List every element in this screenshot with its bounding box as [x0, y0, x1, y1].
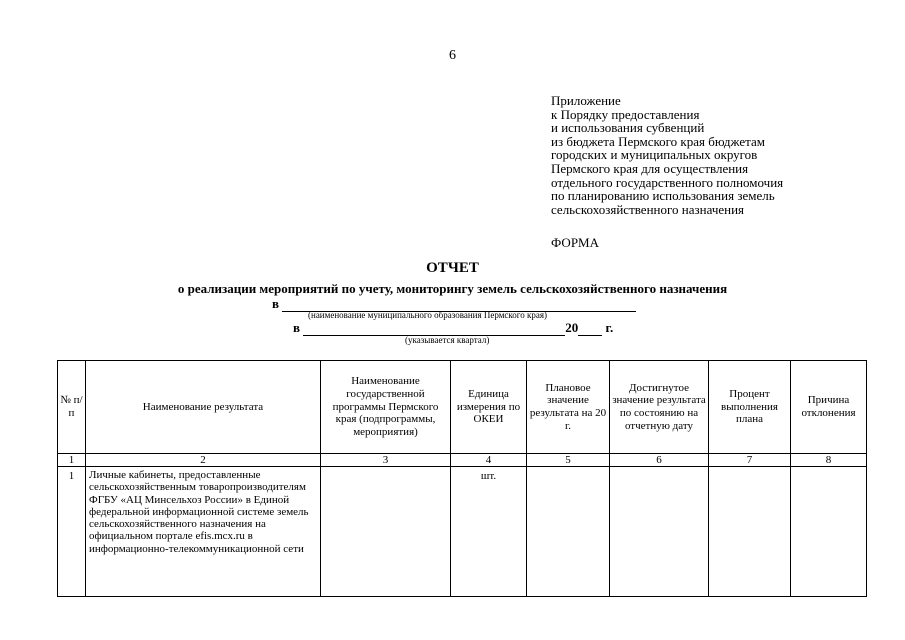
- row-achieved[interactable]: [610, 467, 709, 597]
- row-program[interactable]: [321, 467, 451, 597]
- period-line: [293, 320, 613, 336]
- appendix-line: Приложение: [551, 93, 621, 108]
- column-number: 3: [321, 454, 451, 467]
- header-cell-planned: Плановое значение результата на 20 г.: [527, 361, 610, 454]
- report-table: [57, 360, 867, 597]
- column-number: 6: [610, 454, 709, 467]
- column-number: 8: [791, 454, 867, 467]
- header-cell-reason: Причина отклонения: [791, 361, 867, 454]
- header-cell-achieved: Достигнутое значение результата по состоянию на отчетную дату: [610, 361, 709, 454]
- row-result: Личные кабинеты, предоставленные сельскохозяйственным товаропроизводителям ФГБУ «АЦ Минсельхоз России» в Единой федеральной информационной системе земель сельскохозяйственного назначения на официальном портале efis.mcx.ru в информационно-телекоммуникационной сети: [86, 467, 321, 597]
- year-blank[interactable]: [578, 324, 602, 336]
- appendix-line: сельскохозяйственного назначения: [551, 201, 745, 217]
- column-number: 4: [451, 454, 527, 467]
- header-cell-number: № п/п: [58, 361, 86, 454]
- column-number: 7: [709, 454, 791, 467]
- appendix-line: и использования субвенций: [551, 120, 705, 136]
- header-row: [58, 361, 867, 454]
- year-suffix: г.: [605, 320, 614, 335]
- report-title: ОТЧЕТ: [426, 260, 479, 276]
- column-number: 1: [58, 454, 86, 467]
- header-cell-unit: Единица измерения по ОКЕИ: [451, 361, 527, 454]
- appendix-line: отдельного государственного полномочия: [551, 174, 784, 190]
- table-row: [58, 467, 867, 597]
- column-number: 2: [86, 454, 321, 467]
- header-cell-percent: Процент выполнения плана: [709, 361, 791, 454]
- row-reason[interactable]: [791, 467, 867, 597]
- report-subtitle: о реализации мероприятий по учету, мониторингу земель сельскохозяйственного назначения: [177, 281, 728, 296]
- appendix-line: по планированию использования земель: [551, 188, 775, 204]
- appendix-line: из бюджета Пермского края бюджетам: [551, 133, 765, 149]
- column-numbers-row: [58, 454, 867, 467]
- row-percent[interactable]: [709, 467, 791, 597]
- municipality-prefix: в: [272, 296, 280, 311]
- appendix-block: [551, 94, 783, 216]
- quarter-caption: (указывается квартал): [405, 335, 490, 345]
- year-prefix: 20: [565, 320, 579, 335]
- municipality-caption: (наименование муниципального образования Пермского края): [308, 310, 548, 320]
- page-number: 6: [449, 48, 456, 63]
- row-planned[interactable]: [527, 467, 610, 597]
- appendix-line: Пермского края для осуществления: [551, 160, 749, 176]
- header-cell-program: Наименование государственной программы Пермского края (подпрограммы, мероприятия): [321, 361, 451, 454]
- form-label: ФОРМА: [551, 235, 599, 250]
- row-unit: шт.: [451, 467, 527, 597]
- row-number: 1: [58, 467, 86, 597]
- period-prefix: в: [293, 320, 301, 335]
- header-cell-result: Наименование результата: [86, 361, 321, 454]
- column-number: 5: [527, 454, 610, 467]
- appendix-line: городских и муниципальных округов: [551, 147, 758, 163]
- appendix-line: к Порядку предоставления: [551, 106, 700, 122]
